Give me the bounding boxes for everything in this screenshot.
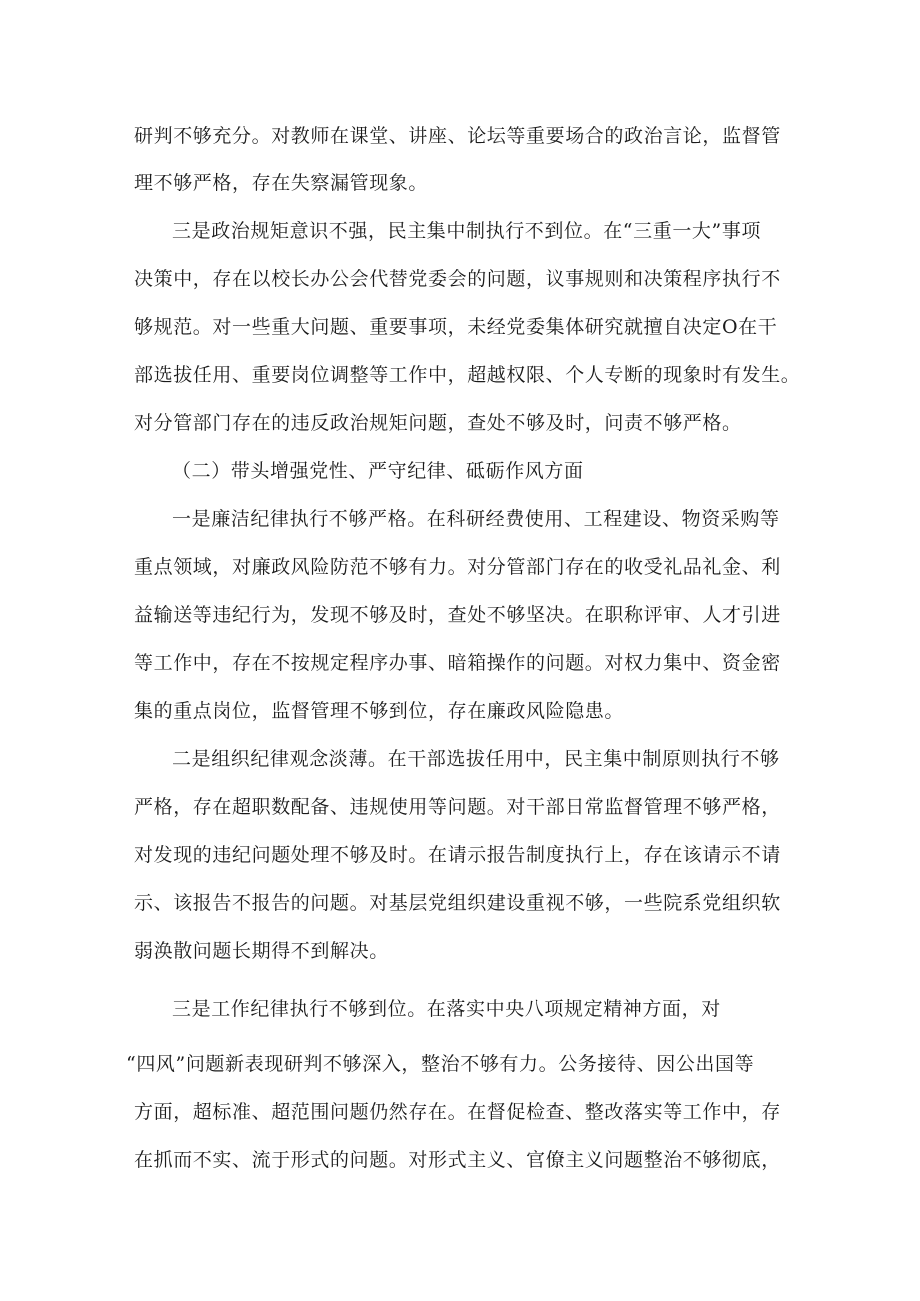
text-line: 益输送等违纪行为，发现不够及时，查处不够坚决。在职称评审、人才引进: [134, 604, 781, 626]
text-line: “四风”问题新表现研判不够深入，整治不够有力。公务接待、因公出国等: [126, 1053, 755, 1075]
text-line: 严格，存在超职数配备、违规使用等问题。对干部日常监督管理不够严格，: [134, 796, 781, 818]
text-line: 理不够严格，存在失察漏管现象。: [134, 172, 429, 194]
text-line: 集的重点岗位，监督管理不够到位，存在廉政风险隐患。: [134, 700, 625, 722]
text-line: 方面，超标准、超范围问题仍然存在。在督促检查、整改落实等工作中，存: [134, 1101, 781, 1123]
text-line: 部选拔任用、重要岗位调整等工作中，超越权限、个人专断的现象时有发生。: [134, 364, 801, 386]
text-line: 三是工作纪律执行不够到位。在落实中央八项规定精神方面，对: [172, 998, 721, 1020]
text-line: 二是组织纪律观念淡薄。在干部选拔任用中，民主集中制原则执行不够: [172, 748, 780, 770]
text-line: 一是廉洁纪律执行不够严格。在科研经费使用、工程建设、物资采购等: [172, 508, 780, 530]
text-line: 示、该报告不报告的问题。对基层党组织建设重视不够，一些院系党组织软: [134, 892, 781, 914]
text-line: 对发现的违纪问题处理不够及时。在请示报告制度执行上，存在该请示不请: [134, 844, 781, 866]
text-line: 决策中，存在以校长办公会代替党委会的问题，议事规则和决策程序执行不: [134, 268, 781, 290]
text-line: 研判不够充分。对教师在课堂、讲座、论坛等重要场合的政治言论，监督管: [134, 125, 781, 147]
text-line: 够规范。对一些重大问题、重要事项，未经党委集体研究就擅自决定O在干: [134, 316, 778, 338]
text-line: 在抓而不实、流于形式的问题。对形式主义、官僚主义问题整治不够彻底，: [134, 1149, 781, 1171]
text-line: 对分管部门存在的违反政治规矩问题，查处不够及时，问责不够严格。: [134, 412, 742, 434]
text-line: 三是政治规矩意识不强，民主集中制执行不到位。在“三重一大”事项: [172, 220, 762, 242]
text-line: 重点领域，对廉政风险防范不够有力。对分管部门存在的收受礼品礼金、利: [134, 556, 781, 578]
section-heading: （二）带头增强党性、严守纪律、砥砺作风方面: [172, 460, 584, 482]
text-line: 等工作中，存在不按规定程序办事、暗箱操作的问题。对权力集中、资金密: [134, 652, 781, 674]
text-line: 弱涣散问题长期得不到解决。: [134, 940, 389, 962]
